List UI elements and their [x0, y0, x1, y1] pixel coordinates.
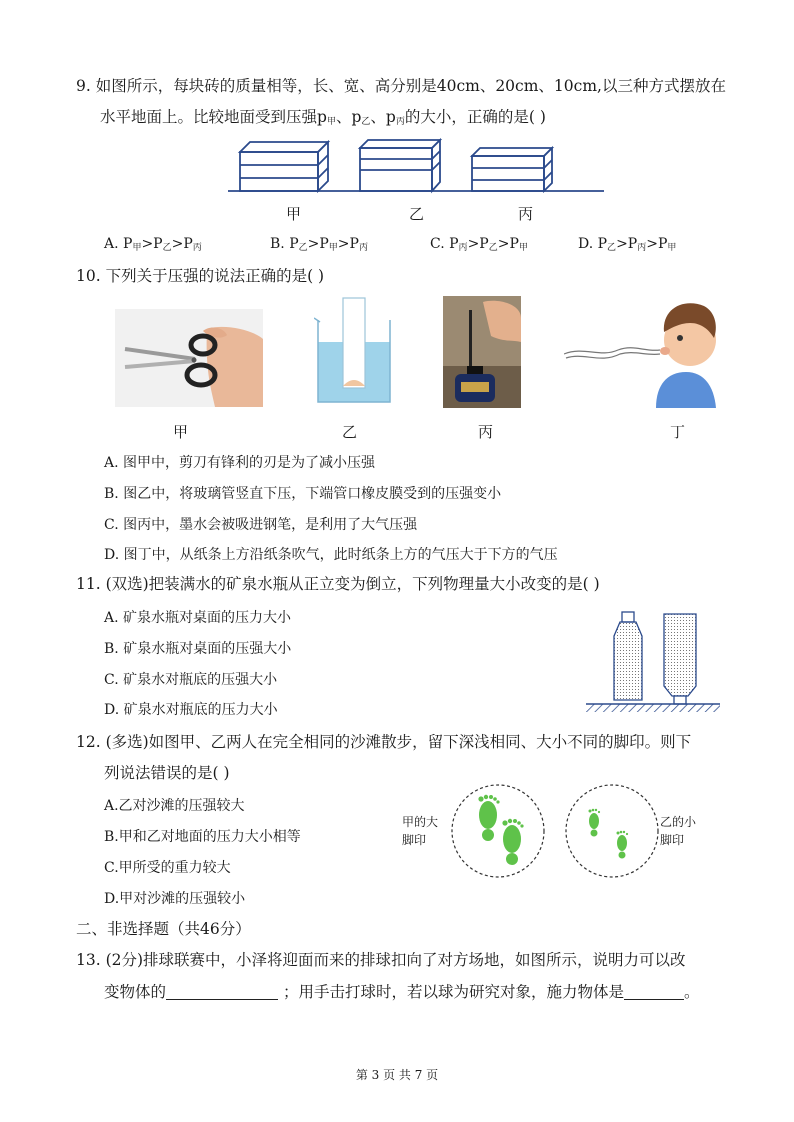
q9-stem-line2: 水平地面上。比较地面受到压强$p_甲$、$p_乙$、$p_丙$的大小，正确的是( ): [100, 108, 546, 127]
q13-stem-line1: 13. (2分)排球联赛中，小泽将迎面而来的排球扣向了对方场地，如图所示，说明力可以改: [76, 951, 686, 969]
beaker-image: [314, 296, 394, 408]
q12-stem-line1: 12. (多选)如图甲、乙两人在完全相同的沙滩散步，留下深浅相同、大小不同的脚印。则下: [76, 733, 692, 751]
q13-answer-blank-1[interactable]: [166, 985, 278, 1000]
big-footprints-circle: [450, 783, 546, 879]
q10-option-c[interactable]: C. 图丙中，墨水会被吸进钢笔，是利用了大气压强: [104, 517, 418, 533]
small-footprint-label: 乙的小 脚印: [660, 815, 697, 847]
bottles-figure: [586, 610, 720, 720]
section-title: 二、非选择题（共46分）: [76, 920, 251, 938]
q9-option-a[interactable]: A. $P_甲>P_乙>P_丙$: [104, 236, 202, 253]
q13-stem-line2: 变物体的 ；用手击打球时，若以球为研究对象，施力物体是 。: [104, 983, 700, 1001]
q9-stem-line1: 9. 如图所示，每块砖的质量相等，长、宽、高分别是40cm、20cm、10cm,以三种方式摆放在: [76, 77, 726, 95]
q13-answer-blank-2[interactable]: [624, 985, 684, 1000]
q10-label-jia: 甲: [173, 423, 189, 441]
q10-label-ding: 丁: [670, 423, 686, 441]
q9-option-b[interactable]: B. $P_乙>P_甲>P_丙$: [270, 236, 368, 253]
bricks-figure: [228, 134, 604, 196]
q9-label-yi: 乙: [409, 205, 425, 223]
ink-bottle-image: [443, 296, 521, 408]
q9-option-c[interactable]: C. $P_丙>P_乙>P_甲$: [430, 236, 528, 253]
q11-option-b[interactable]: B. 矿泉水瓶对桌面的压强大小: [104, 641, 292, 657]
q9-option-d[interactable]: D. $P_乙>P_丙>P_甲$: [578, 236, 677, 253]
q12-option-a[interactable]: A.乙对沙滩的压强较大: [104, 798, 245, 814]
boy-blowing-image: [564, 294, 720, 408]
big-footprint-label: 甲的大 脚印: [402, 815, 439, 847]
q11-stem: 11. (双选)把装满水的矿泉水瓶从正立变为倒立，下列物理量大小改变的是( ): [76, 575, 600, 593]
q10-option-a[interactable]: A. 图甲中，剪刀有锋利的刃是为了减小压强: [104, 455, 376, 471]
q9-label-bing: 丙: [518, 205, 534, 223]
q11-option-d[interactable]: D. 矿泉水对瓶底的压力大小: [104, 702, 278, 718]
scissors-image: [115, 309, 263, 407]
q10-label-bing: 丙: [478, 423, 494, 441]
q10-stem: 10. 下列关于压强的说法正确的是( ): [76, 267, 325, 285]
q12-stem-line2: 列说法错误的是( ): [104, 764, 230, 782]
page-footer: 第 3 页 共 7 页: [355, 1068, 439, 1082]
q9-label-jia: 甲: [286, 205, 302, 223]
q12-option-c[interactable]: C.甲所受的重力较大: [104, 860, 231, 876]
q11-option-c[interactable]: C. 矿泉水对瓶底的压强大小: [104, 672, 278, 688]
small-footprints-circle: [564, 783, 660, 879]
q10-label-yi: 乙: [342, 423, 358, 441]
q12-option-d[interactable]: D.甲对沙滩的压强较小: [104, 891, 246, 907]
q11-option-a[interactable]: A. 矿泉水瓶对桌面的压力大小: [104, 610, 292, 626]
q10-option-b[interactable]: B. 图乙中，将玻璃管竖直下压，下端管口橡皮膜受到的压强变小: [104, 486, 502, 502]
q10-option-d[interactable]: D. 图丁中，从纸条上方沿纸条吹气，此时纸条上方的气压大于下方的气压: [104, 547, 558, 563]
q12-option-b[interactable]: B.甲和乙对地面的压力大小相等: [104, 829, 301, 845]
